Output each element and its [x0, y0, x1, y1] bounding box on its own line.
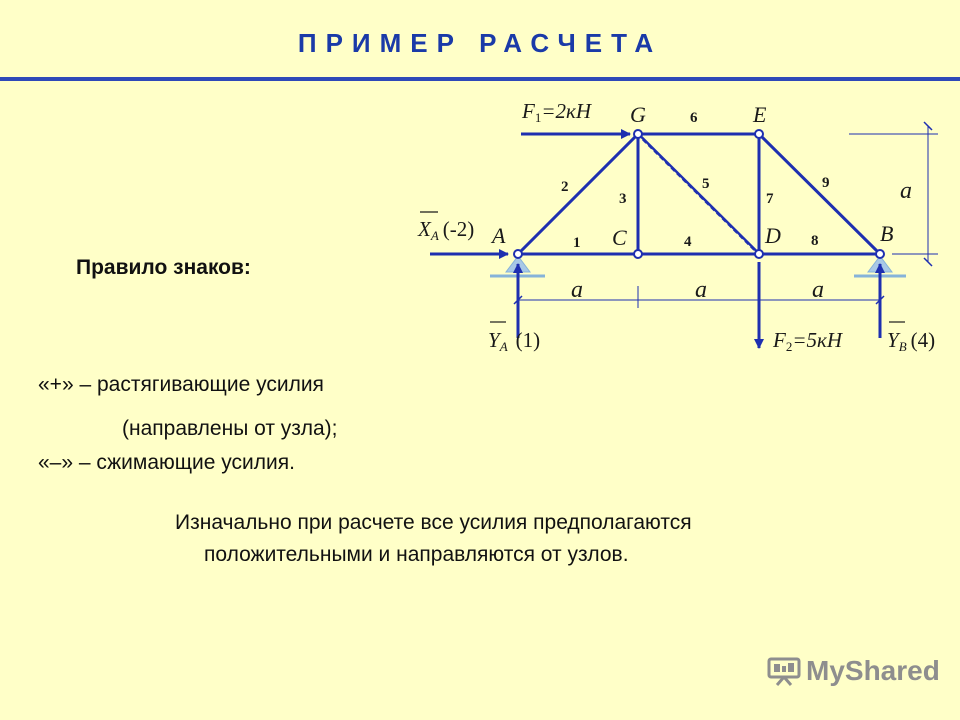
node-label-c: C — [612, 225, 627, 250]
member-number-1: 1 — [573, 235, 581, 251]
dimension-label-height: a — [900, 178, 912, 204]
load-f2-label: F2=5кН — [773, 328, 842, 354]
node-label-d: D — [765, 223, 781, 248]
sign-rule-minus: «–» – сжимающие усилия. — [38, 451, 295, 474]
joint-d — [755, 250, 763, 258]
node-label-g: G — [630, 102, 646, 127]
member-number-3: 3 — [619, 191, 627, 207]
node-label-b: B — [880, 221, 894, 246]
presentation-board-icon — [766, 656, 802, 686]
member-5 — [638, 134, 759, 254]
note-line-2: положительными и направляются от узлов. — [204, 543, 629, 566]
reaction-xa-label: XA (-2) — [418, 217, 475, 243]
sign-rules-heading: Правило знаков: — [76, 256, 251, 279]
load-f1-label: F1=2кН — [522, 99, 591, 125]
sign-rule-plus: «+» – растягивающие усилия — [38, 373, 324, 396]
joint-e — [755, 130, 763, 138]
reaction-ya-label: YA (1) — [488, 328, 541, 354]
joint-a — [514, 250, 522, 258]
node-label-a: A — [492, 223, 506, 248]
joint-b — [876, 250, 884, 258]
page-title: ПРИМЕР РАСЧЕТА — [297, 28, 663, 58]
member-number-8: 8 — [811, 233, 819, 249]
dimension-label-2: a — [695, 277, 707, 303]
member-number-6: 6 — [690, 110, 698, 126]
member-number-5: 5 — [702, 176, 710, 192]
joint-g — [634, 130, 642, 138]
member-number-2: 2 — [561, 179, 569, 195]
member-number-7: 7 — [766, 191, 774, 207]
dimension-label-3: a — [812, 277, 824, 303]
watermark-text: MyShared — [806, 655, 940, 686]
member-number-9: 9 — [822, 175, 830, 191]
watermark — [766, 655, 940, 687]
joint-c — [634, 250, 642, 258]
dimension-label-1: a — [571, 277, 583, 303]
member-number-4: 4 — [684, 234, 692, 250]
note-line-1: Изначально при расчете все усилия предполагаются — [175, 511, 692, 534]
reaction-yb-label: YB (4) — [887, 328, 936, 354]
sign-rule-plus-note: (направлены от узла); — [122, 417, 338, 440]
node-label-e: E — [753, 102, 767, 127]
